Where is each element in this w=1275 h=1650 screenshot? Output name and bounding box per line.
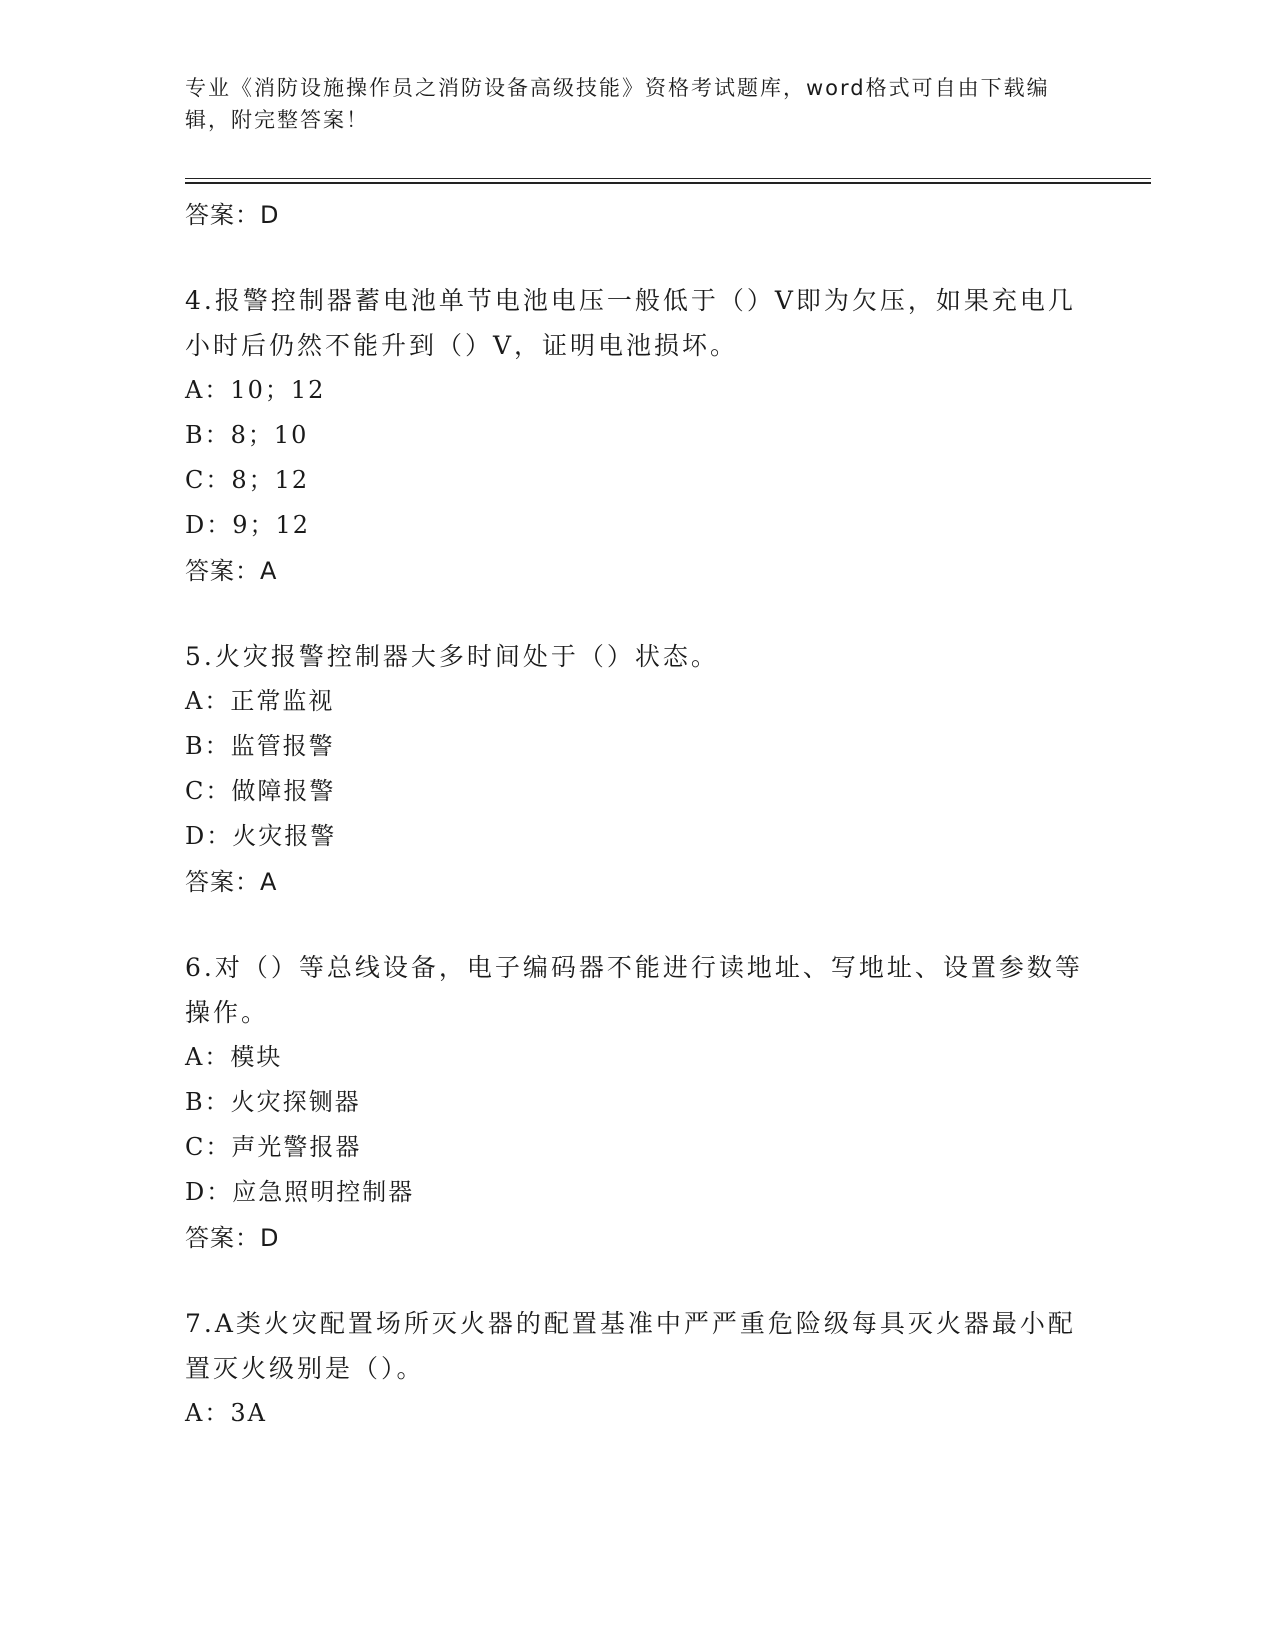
option-c: C：做障报警 [185, 777, 336, 805]
answer-line: 答案：D [185, 201, 280, 229]
option-a: A：3A [185, 1399, 267, 1427]
option-c: C：声光警报器 [185, 1133, 362, 1161]
question-item [185, 278, 1085, 594]
question-text: 5.火灾报警控制器大多时间处于（）状态。 [185, 642, 719, 671]
answer-line: 答案：D [185, 1224, 280, 1252]
option-c: C：8；12 [185, 466, 310, 494]
question-item [185, 945, 1085, 1261]
option-a: A：模块 [185, 1043, 283, 1071]
option-d: D：火灾报警 [185, 822, 337, 850]
question-text: 7.A类火灾配置场所灭火器的配置基准中严严重危险级每具灭火器最小配置灭火级别是（）。 [185, 1309, 1076, 1383]
question-item [185, 634, 1085, 905]
header-divider-thick [185, 182, 1151, 184]
option-b: B：8；10 [185, 421, 309, 449]
answer-line: 答案：A [185, 557, 278, 585]
option-b: B：监管报警 [185, 732, 335, 760]
question-list [185, 192, 1085, 1436]
question-item [185, 1301, 1085, 1436]
option-d: D：应急照明控制器 [185, 1178, 415, 1206]
option-b: B：火灾探铡器 [185, 1088, 361, 1116]
question-text: 4.报警控制器蓄电池单节电池电压一般低于（）V即为欠压，如果充电几小时后仍然不能升到（）V，证明电池损坏。 [185, 286, 1076, 360]
header-divider [185, 178, 1151, 179]
question-text: 6.对（）等总线设备，电子编码器不能进行读地址、写地址、设置参数等操作。 [185, 953, 1083, 1027]
option-a: A：10；12 [185, 376, 326, 404]
option-a: A：正常监视 [185, 687, 335, 715]
document-header: 专业《消防设施操作员之消防设备高级技能》资格考试题库，word格式可自由下载编辑，附完整答案！ [185, 76, 1050, 132]
answer-line: 答案：A [185, 868, 278, 896]
option-d: D：9；12 [185, 511, 311, 539]
